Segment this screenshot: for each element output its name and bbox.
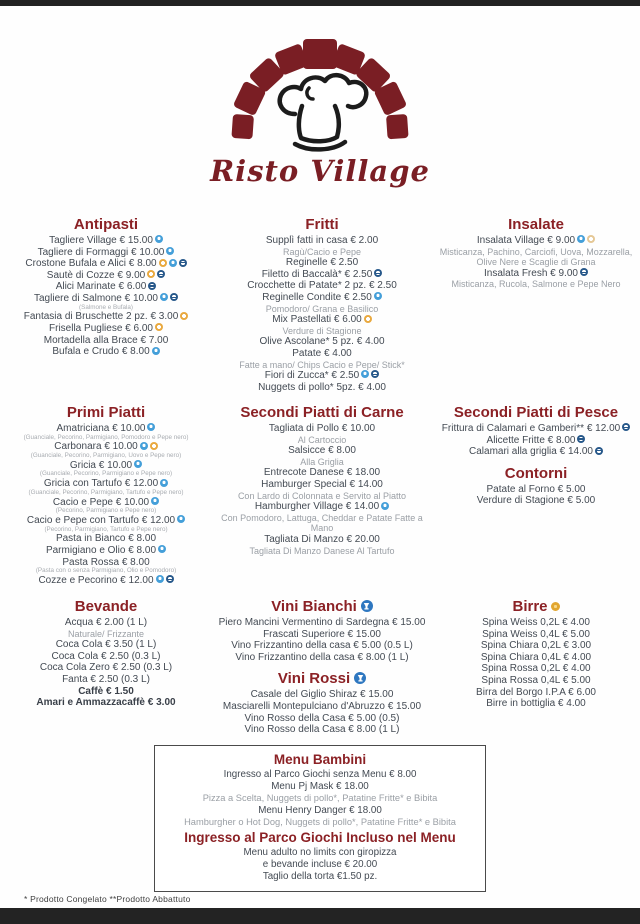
kids-menu-line: e bevande incluse € 20.00 [262,859,378,870]
kids-menu-lines-2 [159,847,481,883]
menu-line: (Pasta con o senza Parmigiano, Olio e Pomodoro) [35,567,177,575]
menu-line: Frisella Pugliese € 6.00 [4,323,208,335]
section-title-fritti: Fritti [305,216,339,233]
navy-allergen-dot-icon [371,370,379,378]
menu-line: Vino Rosso della Casa € 5.00 (0.5) [244,712,400,724]
wine-glass-icon [354,672,366,684]
section-title-insalate: Insalate [508,216,564,233]
top-black-bar [0,0,640,6]
menu-line: Fantasia di Bruschette 2 pz. € 3.00 [4,311,208,323]
section-primi-piatti [4,404,208,587]
menu-line: Parmigiano e Olio € 8.00 [4,545,208,557]
footnote: * Prodotto Congelato **Prodotto Abbattuto [24,894,191,904]
yellow-allergen-dot-icon [147,270,155,278]
menu-line: Amari e Ammazzacaffè € 3.00 [36,697,176,709]
section-title-vini-rossi: Vini Rossi [216,670,428,687]
blue-allergen-dot-icon [151,497,159,505]
menu-line: Spina Chiara 0,2L € 3.00 [480,640,592,652]
menu-line: Ragù/Cacio e Pepe [282,246,362,257]
yellow-allergen-dot-icon [159,259,167,267]
menu-line: Spina Rossa 0,2L € 4.00 [481,663,591,675]
menu-line: Cacio e Pepe € 10.00 [4,497,208,509]
menu-line: Alici Marinate € 6.00 [4,281,208,293]
menu-line: Amatriciana € 10.00 [4,423,208,435]
menu-line: Entrecote Danese € 18.00 [263,467,381,479]
menu-band-middle [0,404,640,587]
menu-line: Spina Weiss 0,4L € 5.00 [482,628,590,640]
menu-line: Frascati Superiore € 15.00 [263,628,381,640]
blue-allergen-dot-icon [156,575,164,583]
kids-menu-line: Menu adulto no limits con giropizza [243,847,397,858]
column-fritti [212,216,432,393]
section-secondi-pesce [436,404,636,458]
kids-menu-line: Menu Henry Danger € 18.00 [258,804,382,816]
menu-line: (Guanciale, Pecorino, Parmigiano e Pepe nero) [39,470,173,478]
column-bevande [0,598,212,736]
menu-line: Misticanza, Pachino, Carciofi, Uova, Mozzarella, Olive Nere e Scaglie di Grana [439,246,633,268]
menu-line: Sautè di Cozze € 9.00 [4,270,208,282]
section-title-secondi-carne: Secondi Piatti di Carne [240,404,404,421]
kids-menu-subtitle: Ingresso al Parco Giochi Incluso nel Menu [184,830,456,845]
section-bevande [4,598,208,709]
column-birre [432,598,640,736]
menu-line: Masciarelli Montepulciano d'Abruzzo € 15.00 [222,700,422,712]
menu-line: Con Pomodoro, Lattuga, Cheddar e Patate Fatte a Mano [221,512,423,534]
cream-allergen-dot-icon [587,235,595,243]
menu-line: Nuggets di pollo* 5pz. € 4.00 [258,381,386,393]
menu-line: Birra del Borgo I.P.A € 6.00 [476,686,596,698]
navy-allergen-dot-icon [595,447,603,455]
menu-line: (Pecorino, Parmigiano e Pepe nero) [55,507,157,515]
menu-line: Crostone Bufala e Alici € 8.00 [4,258,208,270]
menu-line: Misticanza, Rucola, Salmone e Pepe Nero [451,279,621,290]
section-secondi-carne [216,404,428,556]
menu-line: Mortadella alla Brace € 7.00 [43,334,169,346]
column-secondi-carne [212,404,432,587]
menu-line: Salsicce € 8.00 [288,445,356,457]
menu-line: Frittura di Calamari e Gamberi** € 12.00 [436,423,636,435]
menu-line: Caffè € 1.50 [78,685,134,697]
section-title-bevande: Bevande [74,598,138,615]
kids-menu-lines [159,769,481,828]
menu-line: Insalata Fresh € 9.00 [436,268,636,280]
yellow-allergen-dot-icon [364,315,372,323]
navy-allergen-dot-icon [580,268,588,276]
yellow-allergen-dot-icon [180,312,188,320]
section-fritti [216,216,428,393]
menu-line: Alicette Fritte € 8.00 [436,435,636,447]
section-title-birre: Birre [436,598,636,615]
blue-allergen-dot-icon [155,235,163,243]
yellow-allergen-dot-icon [150,442,158,450]
menu-line: Verdure di Stagione € 5.00 [476,495,596,507]
menu-line: Filetto di Baccalà* € 2.50 [216,269,428,281]
navy-allergen-dot-icon [148,282,156,290]
section-title-primi-piatti: Primi Piatti [66,404,146,421]
blue-allergen-dot-icon [152,347,160,355]
blue-allergen-dot-icon [169,259,177,267]
section-antipasti [4,216,208,358]
menu-line: Tagliata Di Manzo € 20.00 [264,533,380,545]
menu-line: Cozze e Pecorino € 12.00 [4,575,208,587]
menu-line: (Guanciale, Pecorino, Parmigiano, Pomodoro e Pepe nero) [23,433,189,441]
menu-line: Acqua € 2.00 (1 L) [64,617,148,628]
blue-allergen-dot-icon [134,460,142,468]
navy-allergen-dot-icon [374,269,382,277]
wine-glass-icon [361,600,373,612]
menu-line: Crocchette di Patate* 2 pz. € 2.50 [247,280,397,292]
menu-line: Hamburgher Village € 14.00 [216,501,428,513]
menu-line: (Guanciale, Pecorino, Parmigiano, Tartufo e Pepe nero) [28,488,184,496]
column-antipasti [0,216,212,393]
blue-allergen-dot-icon [140,442,148,450]
blue-allergen-dot-icon [374,292,382,300]
restaurant-logo [0,14,640,188]
menu-line: Vino Frizzantino della casa € 8.00 (1 L) [235,651,409,663]
blue-allergen-dot-icon [160,293,168,301]
menu-line: Pasta Rossa € 8.00 [62,556,150,568]
blue-allergen-dot-icon [381,502,389,510]
column-insalate [432,216,640,393]
menu-line: Spina Chiara 0,4L € 4.00 [480,651,592,663]
blue-allergen-dot-icon [147,423,155,431]
menu-line: Spina Rossa 0,4L € 5.00 [481,674,591,686]
menu-line: Piero Mancini Vermentino di Sardegna € 15.00 [218,617,426,628]
menu-line: Verdure di Stagione [282,325,362,336]
kids-menu-box [154,745,486,892]
kids-menu-title: Menu Bambini [273,752,367,767]
menu-line: Tagliata Di Manzo Danese Al Tartufo [249,545,395,556]
menu-line: Hamburger Special € 14.00 [261,478,383,490]
navy-allergen-dot-icon [577,435,585,443]
menu-line: Birre in bottiglia € 4.00 [486,698,586,710]
section-contorni [436,465,636,507]
blue-allergen-dot-icon [166,247,174,255]
column-vini [212,598,432,736]
menu-line: Tagliata di Pollo € 10.00 [268,423,376,434]
column-primi-piatti [0,404,212,587]
menu-line: Supplì fatti in casa € 2.00 [265,235,379,246]
navy-allergen-dot-icon [179,259,187,267]
menu-line: Reginelle € 2.50 [285,257,359,269]
blue-allergen-dot-icon [577,235,585,243]
menu-line: (Salmone e Bufala) [79,303,133,311]
kids-menu-line: Pizza a Scelta, Nuggets di pollo*, Patatine Fritte* e Bibita [202,793,438,803]
menu-line: Calamari alla griglia € 14.00 [436,446,636,458]
menu-line: Pasta in Bianco € 8.00 [55,533,157,545]
menu-line: Patate al Forno € 5.00 [486,483,586,495]
brick-oven-chef-hat-icon [205,14,435,162]
navy-allergen-dot-icon [622,423,630,431]
menu-line: Fanta € 2.50 (0.3 L) [62,673,150,685]
menu-line: Fatte a mano/ Chips Cacio e Pepe/ Stick* [239,359,405,370]
menu-line: Reginelle Condite € 2.50 [216,292,428,304]
menu-line: Olive Ascolane* 5 pz. € 4.00 [259,336,385,348]
menu-line: Vino Frizzantino della casa € 5.00 (0.5 L) [231,640,413,652]
section-vini-bianchi [216,598,428,663]
blue-allergen-dot-icon [160,479,168,487]
bottom-black-bar [0,908,640,924]
kids-menu-line: Menu Pj Mask € 18.00 [271,781,369,792]
menu-line: Mix Pastellati € 6.00 [216,314,428,326]
menu-line: Tagliere di Formaggi € 10.00 [4,247,208,259]
menu-line: Vino Rosso della Casa € 8.00 (1 L) [244,724,400,736]
blue-allergen-dot-icon [158,545,166,553]
menu-line: Tagliere di Salmone € 10.00 [4,293,208,305]
navy-allergen-dot-icon [166,575,174,583]
navy-allergen-dot-icon [157,270,165,278]
menu-line: Gricia con Tartufo € 12.00 [4,478,208,490]
blue-allergen-dot-icon [177,515,185,523]
kids-menu-line: Ingresso al Parco Giochi senza Menu € 8.00 [223,769,417,780]
beer-dot-icon [551,602,560,611]
column-pesce-contorni [432,404,640,587]
kids-menu-line: Taglio della torta €1.50 pz. [262,871,378,882]
menu-line: Alla Griglia [300,456,344,467]
menu-line: Spina Weiss 0,2L € 4.00 [482,617,590,628]
menu-line: Casale del Giglio Shiraz € 15.00 [250,689,394,701]
menu-line: Naturale/ Frizzante [67,628,145,639]
kids-menu-line: Hamburgher o Hot Dog, Nuggets di pollo*, Patatine Fritte* e Bibita [184,816,456,827]
section-title-secondi-pesce: Secondi Piatti di Pesce [453,404,619,421]
menu-line: (Guanciale, Pecorino, Parmigiano, Uovo e Pepe nero) [30,451,182,459]
menu-band-top [0,216,640,393]
brand-name: Risto Village [210,154,430,188]
section-title-contorni: Contorni [504,464,568,482]
menu-line: Bufala e Crudo € 8.00 [4,346,208,358]
menu-line: Al Cartoccio [297,434,347,445]
menu-line: Pomodoro/ Grana e Basilico [265,303,379,314]
menu-line: Gricia € 10.00 [4,460,208,472]
menu-line: Fiori di Zucca* € 2.50 [216,370,428,382]
menu-line: Patate € 4.00 [292,347,352,359]
blue-allergen-dot-icon [361,370,369,378]
menu-line: Insalata Village € 9.00 [436,235,636,247]
yellow-allergen-dot-icon [155,323,163,331]
navy-allergen-dot-icon [170,293,178,301]
section-birre [436,598,636,710]
menu-band-bottom [0,598,640,736]
menu-line: Cacio e Pepe con Tartufo € 12.00 [4,515,208,527]
menu-line: (Pecorino, Parmigiano, Tartufo e Pepe nero) [44,525,168,533]
section-vini-rossi [216,670,428,735]
menu-line: Tagliere Village € 15.00 [4,235,208,247]
section-title-antipasti: Antipasti [73,216,139,233]
section-title-vini-bianchi: Vini Bianchi [216,598,428,615]
section-insalate [436,216,636,290]
menu-line: Coca Cola Zero € 2.50 (0.3 L) [39,662,173,674]
menu-line: Coca Cola € 3.50 (1 L) [55,639,157,651]
menu-line: Carbonara € 10.00 [4,441,208,453]
menu-line: Con Lardo di Colonnata e Servito al Piatto [237,490,407,501]
menu-line: Coca Cola € 2.50 (0.3 L) [51,650,161,662]
